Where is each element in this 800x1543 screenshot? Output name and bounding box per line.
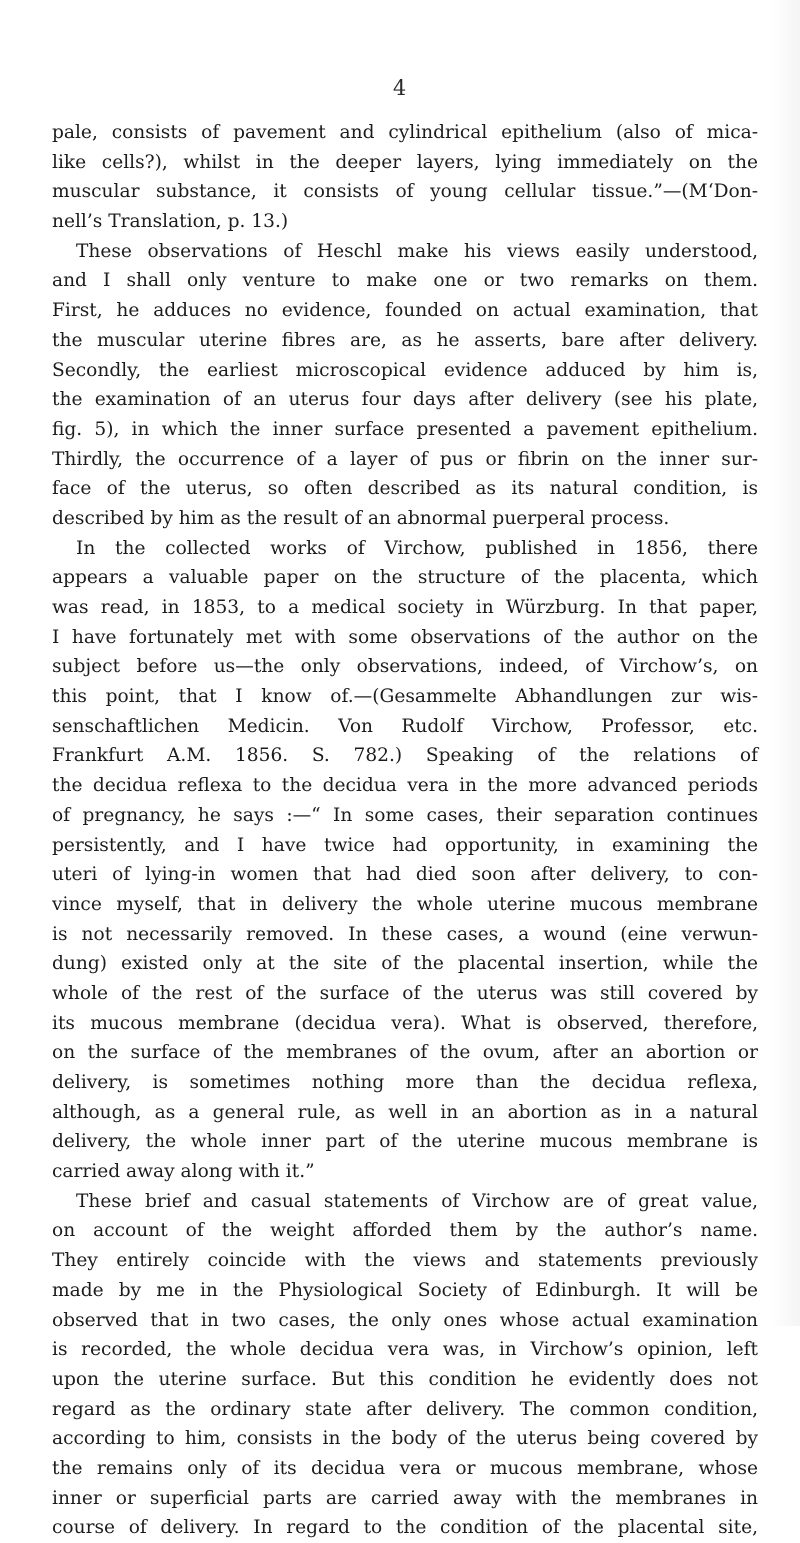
text-line: appears a valuable paper on the structure of the placenta, which <box>52 567 758 589</box>
text-line: dung) existed only at the site of the placental insertion, while the <box>52 953 758 975</box>
text-line: In the collected works of Virchow, published in 1856, there <box>76 537 758 559</box>
text-line: These brief and casual statements of Virchow are of great value, <box>76 1190 758 1212</box>
text-line: its mucous membrane (decidua vera). What is observed, therefore, <box>52 1012 758 1034</box>
text-line: face of the uterus, so often described as its natural condition, is <box>52 478 758 500</box>
text-line: although, as a general rule, as well in an abortion as in a natural <box>52 1101 758 1123</box>
page-edge-shading <box>770 0 800 1326</box>
body-text <box>52 118 758 1543</box>
text-line: Thirdly, the occurrence of a layer of pus or fibrin on the inner sur- <box>52 448 758 470</box>
text-line: nell’s Translation, p. 13.) <box>52 211 289 233</box>
text-line: is not necessarily removed. In these cases, a wound (eine verwun- <box>52 923 758 945</box>
text-line: senschaftlichen Medicin. Von Rudolf Virchow, Professor, etc. <box>52 715 758 737</box>
text-line: course of delivery. In regard to the condition of the placental site, <box>52 1517 758 1539</box>
text-line: inner or superficial parts are carried away with the membranes in <box>52 1487 758 1509</box>
text-line: the muscular uterine fibres are, as he asserts, bare after delivery. <box>52 329 758 351</box>
text-line: was read, in 1853, to a medical society in Würzburg. In that paper, <box>52 597 758 618</box>
text-line: upon the uterine surface. But this condition he evidently does not <box>52 1368 758 1390</box>
text-line: fig. 5), in which the inner surface presented a pavement epithelium. <box>52 418 758 440</box>
text-line: Frankfurt A.M. 1856. S. 782.) Speaking of the relations of <box>52 745 758 767</box>
text-line: described by him as the result of an abnormal puerperal process. <box>52 507 670 529</box>
text-line: First, he adduces no evidence, founded on actual examination, that <box>52 300 758 322</box>
text-line: the examination of an uterus four days after delivery (see his plate, <box>52 389 758 411</box>
text-line: on the surface of the membranes of the ovum, after an abortion or <box>52 1042 758 1064</box>
text-line: observed that in two cases, the only ones whose actual examination <box>52 1309 758 1331</box>
text-line: this point, that I know of.—(Gesammelte Abhandlungen zur wis- <box>52 686 758 708</box>
text-line: whole of the rest of the surface of the uterus was still covered by <box>52 982 758 1004</box>
text-line: Secondly, the earliest microscopical evidence adduced by him is, <box>52 359 758 381</box>
text-line: I have fortunately met with some observations of the author on the <box>52 626 758 648</box>
text-line: delivery, the whole inner part of the uterine mucous membrane is <box>52 1131 758 1153</box>
text-line: subject before us—the only observations, indeed, of Virchow’s, on <box>52 656 758 678</box>
text-line: delivery, is sometimes nothing more than the decidua reflexa, <box>52 1072 758 1093</box>
text-line: They entirely coincide with the views and statements previously <box>52 1250 758 1272</box>
text-line: the decidua reflexa to the decidua vera in the more advanced periods <box>52 775 758 797</box>
text-line: muscular substance, it consists of young cellular tissue.”—(M‘Don- <box>52 181 758 203</box>
text-line: vince myself, that in delivery the whole uterine mucous membrane <box>52 893 758 915</box>
text-line: uteri of lying-in women that had died soon after delivery, to con- <box>52 864 758 886</box>
text-line: on account of the weight afforded them by the author’s name. <box>52 1220 758 1242</box>
text-line: These observations of Heschl make his views easily understood, <box>76 240 758 262</box>
text-line: according to him, consists in the body of the uterus being covered by <box>52 1428 758 1450</box>
text-line: pale, consists of pavement and cylindrical epithelium (also of mica- <box>52 122 758 143</box>
text-line: persistently, and I have twice had opportunity, in examining the <box>52 834 758 856</box>
text-line: of pregnancy, he says :—“ In some cases, their separation continues <box>52 804 758 826</box>
text-line: made by me in the Physiological Society of Edinburgh. It will be <box>52 1279 758 1301</box>
text-line: the remains only of its decidua vera or mucous membrane, whose <box>52 1457 758 1479</box>
text-line: like cells?), whilst in the deeper layers, lying immediately on the <box>52 151 758 173</box>
page-number: 4 <box>392 76 408 100</box>
text-line: regard as the ordinary state after delivery. The common condition, <box>52 1398 758 1420</box>
text-line: is recorded, the whole decidua vera was, in Virchow’s opinion, left <box>52 1339 758 1361</box>
text-line: carried away along with it.” <box>52 1161 315 1183</box>
text-line: and I shall only venture to make one or two remarks on them. <box>52 270 758 292</box>
